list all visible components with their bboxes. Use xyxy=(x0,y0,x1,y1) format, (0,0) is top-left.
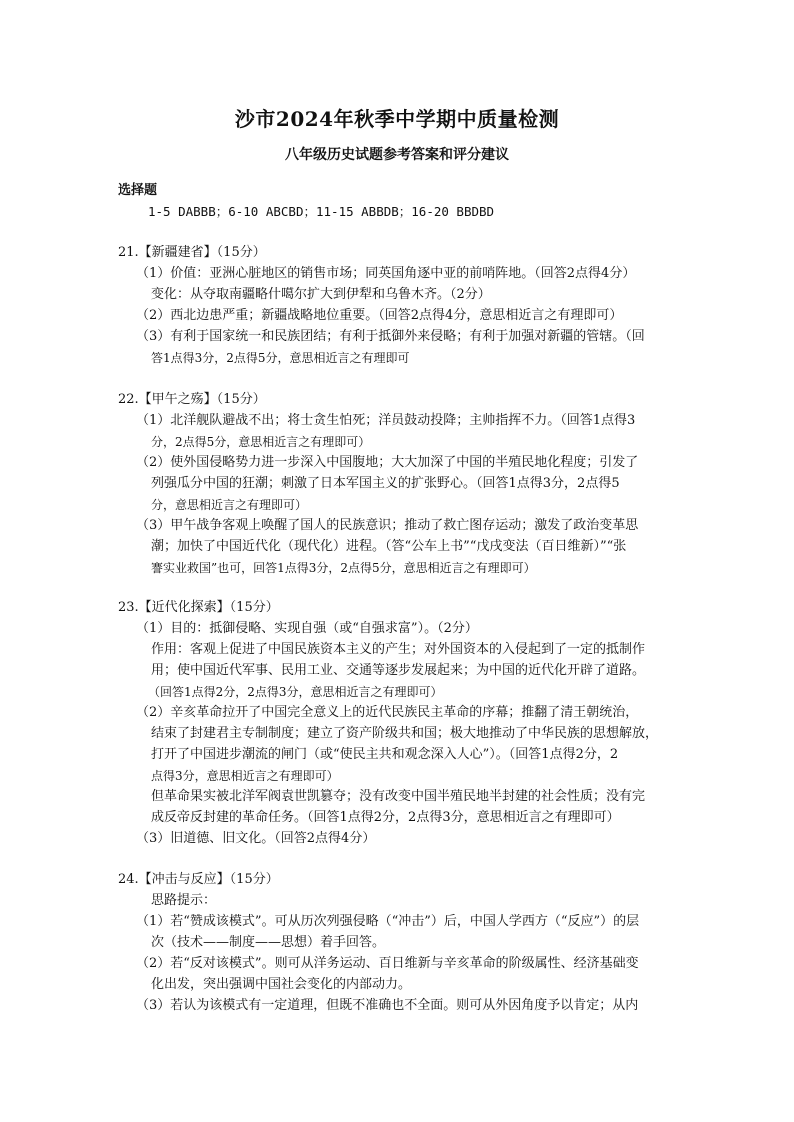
q22-line: 潮；加快了中国近代化（现代化）进程。（答“公车上书”“戊戌变法（百日维新）”“张 xyxy=(151,539,627,554)
q23-line: 结束了封建君主专制制度；建立了资产阶级共和国；极大地推动了中华民族的思想解放， xyxy=(151,726,659,741)
q24-line: （1）若“赞成该模式”。可从历次列强侵略（“冲击”）后，中国人学西方（“反应”）的层 xyxy=(136,914,640,929)
q22-line: 分，意思相近言之有理即可） xyxy=(151,498,308,512)
mc-answers: 1-5 DABBB；6-10 ABCBD；11-15 ABBDB；16-20 BBDBD xyxy=(148,204,495,219)
q23-line: 用；使中国近代军事、民用工业、交通等逐步发展起来；为中国的近代化开辟了道路。 xyxy=(151,663,646,678)
q22-line: 謇实业救国”也可，回答1点得3分，2点得5分，意思相近言之有理即可） xyxy=(151,561,536,575)
q21-heading: 21.【新疆建省】（15分） xyxy=(118,245,266,260)
q22-line: 分，2点得5分，意思相近言之有理即可） xyxy=(151,435,371,449)
q23-line: 作用：客观上促进了中国民族资本主义的产生；对外国资本的入侵起到了一定的抵制作 xyxy=(151,642,646,657)
q22-line: （1）北洋舰队避战不出；将士贪生怕死；洋员鼓动投降；主帅指挥不力。（回答1点得3 xyxy=(136,413,636,428)
page-title: 沙市2024年秋季中学期中质量检测 xyxy=(234,107,560,131)
q24-heading: 24.【冲击与反应】（15分） xyxy=(118,872,279,887)
q23-line: （1）目的：抵御侵略、实现自强（或“自强求富”）。（2分） xyxy=(136,621,478,636)
q24-line: 思路提示： xyxy=(151,893,217,908)
q23-line: 点得3分，意思相近言之有理即可） xyxy=(151,769,339,783)
q23-line: 打开了中国进步潮流的闸门（或“使民主共和观念深入人心”）。（回答1点得2分，2 xyxy=(151,747,619,762)
q22-line: 列强瓜分中国的狂潮；刺激了日本军国主义的扩张野心。（回答1点得3分，2点得5 xyxy=(151,476,620,491)
q22-line: （3）甲午战争客观上唤醒了国人的民族意识；推动了救亡图存运动；激发了政治变革思 xyxy=(136,518,639,533)
q23-heading: 23.【近代化探索】（15分） xyxy=(118,600,279,615)
q23-line: （3）旧道德、旧文化。（回答2点得4分） xyxy=(136,831,376,846)
q22-line: （2）使外国侵略势力进一步深入中国腹地；大大加深了中国的半殖民地化程度；引发了 xyxy=(136,455,639,470)
q23-line: 成反帝反封建的革命任务。（回答1点得2分，2点得3分，意思相近言之有理即可） xyxy=(151,810,620,825)
page-subtitle: 八年级历史试题参考答案和评分建议 xyxy=(285,147,509,163)
q24-line: （2）若“反对该模式”。则可从洋务运动、百日维新与辛亥革命的阶级属性、经济基础变 xyxy=(136,956,639,971)
q23-line: （2）辛亥革命拉开了中国完全意义上的近代民族民主革命的序幕；推翻了清王朝统治， xyxy=(136,705,639,720)
q21-line: （3）有利于国家统一和民族团结；有利于抵御外来侵略；有利于加强对新疆的管辖。（回 xyxy=(136,329,645,344)
q22-heading: 22.【甲午之殇】（15分） xyxy=(118,392,266,407)
q21-line: （1）价值：亚洲心脏地区的销售市场；同英国角逐中亚的前哨阵地。（回答2点得4分） xyxy=(136,266,636,281)
q24-line: （3）若认为该模式有一定道理，但既不准确也不全面。则可从外因角度予以肯定；从内 xyxy=(136,998,639,1013)
mc-heading: 选择题 xyxy=(118,183,158,198)
q21-line: 答1点得3分，2点得5分，意思相近言之有理即可 xyxy=(151,351,410,365)
q23-line: （回答1点得2分，2点得3分，意思相近言之有理即可） xyxy=(148,685,443,699)
q21-line: 变化：从夺取南疆略什噶尔扩大到伊犁和乌鲁木齐。（2分） xyxy=(151,287,491,302)
q24-line: 化出发，突出强调中国社会变化的内部动力。 xyxy=(151,977,412,992)
q24-line: 次（技术——制度——思想）着手回答。 xyxy=(151,935,386,950)
q23-line: 但革命果实被北洋军阀袁世凯篡夺；没有改变中国半殖民地半封建的社会性质；没有完 xyxy=(151,789,646,804)
q21-line: （2）西北边患严重；新疆战略地位重要。（回答2点得4分，意思相近言之有理即可） xyxy=(136,308,623,323)
